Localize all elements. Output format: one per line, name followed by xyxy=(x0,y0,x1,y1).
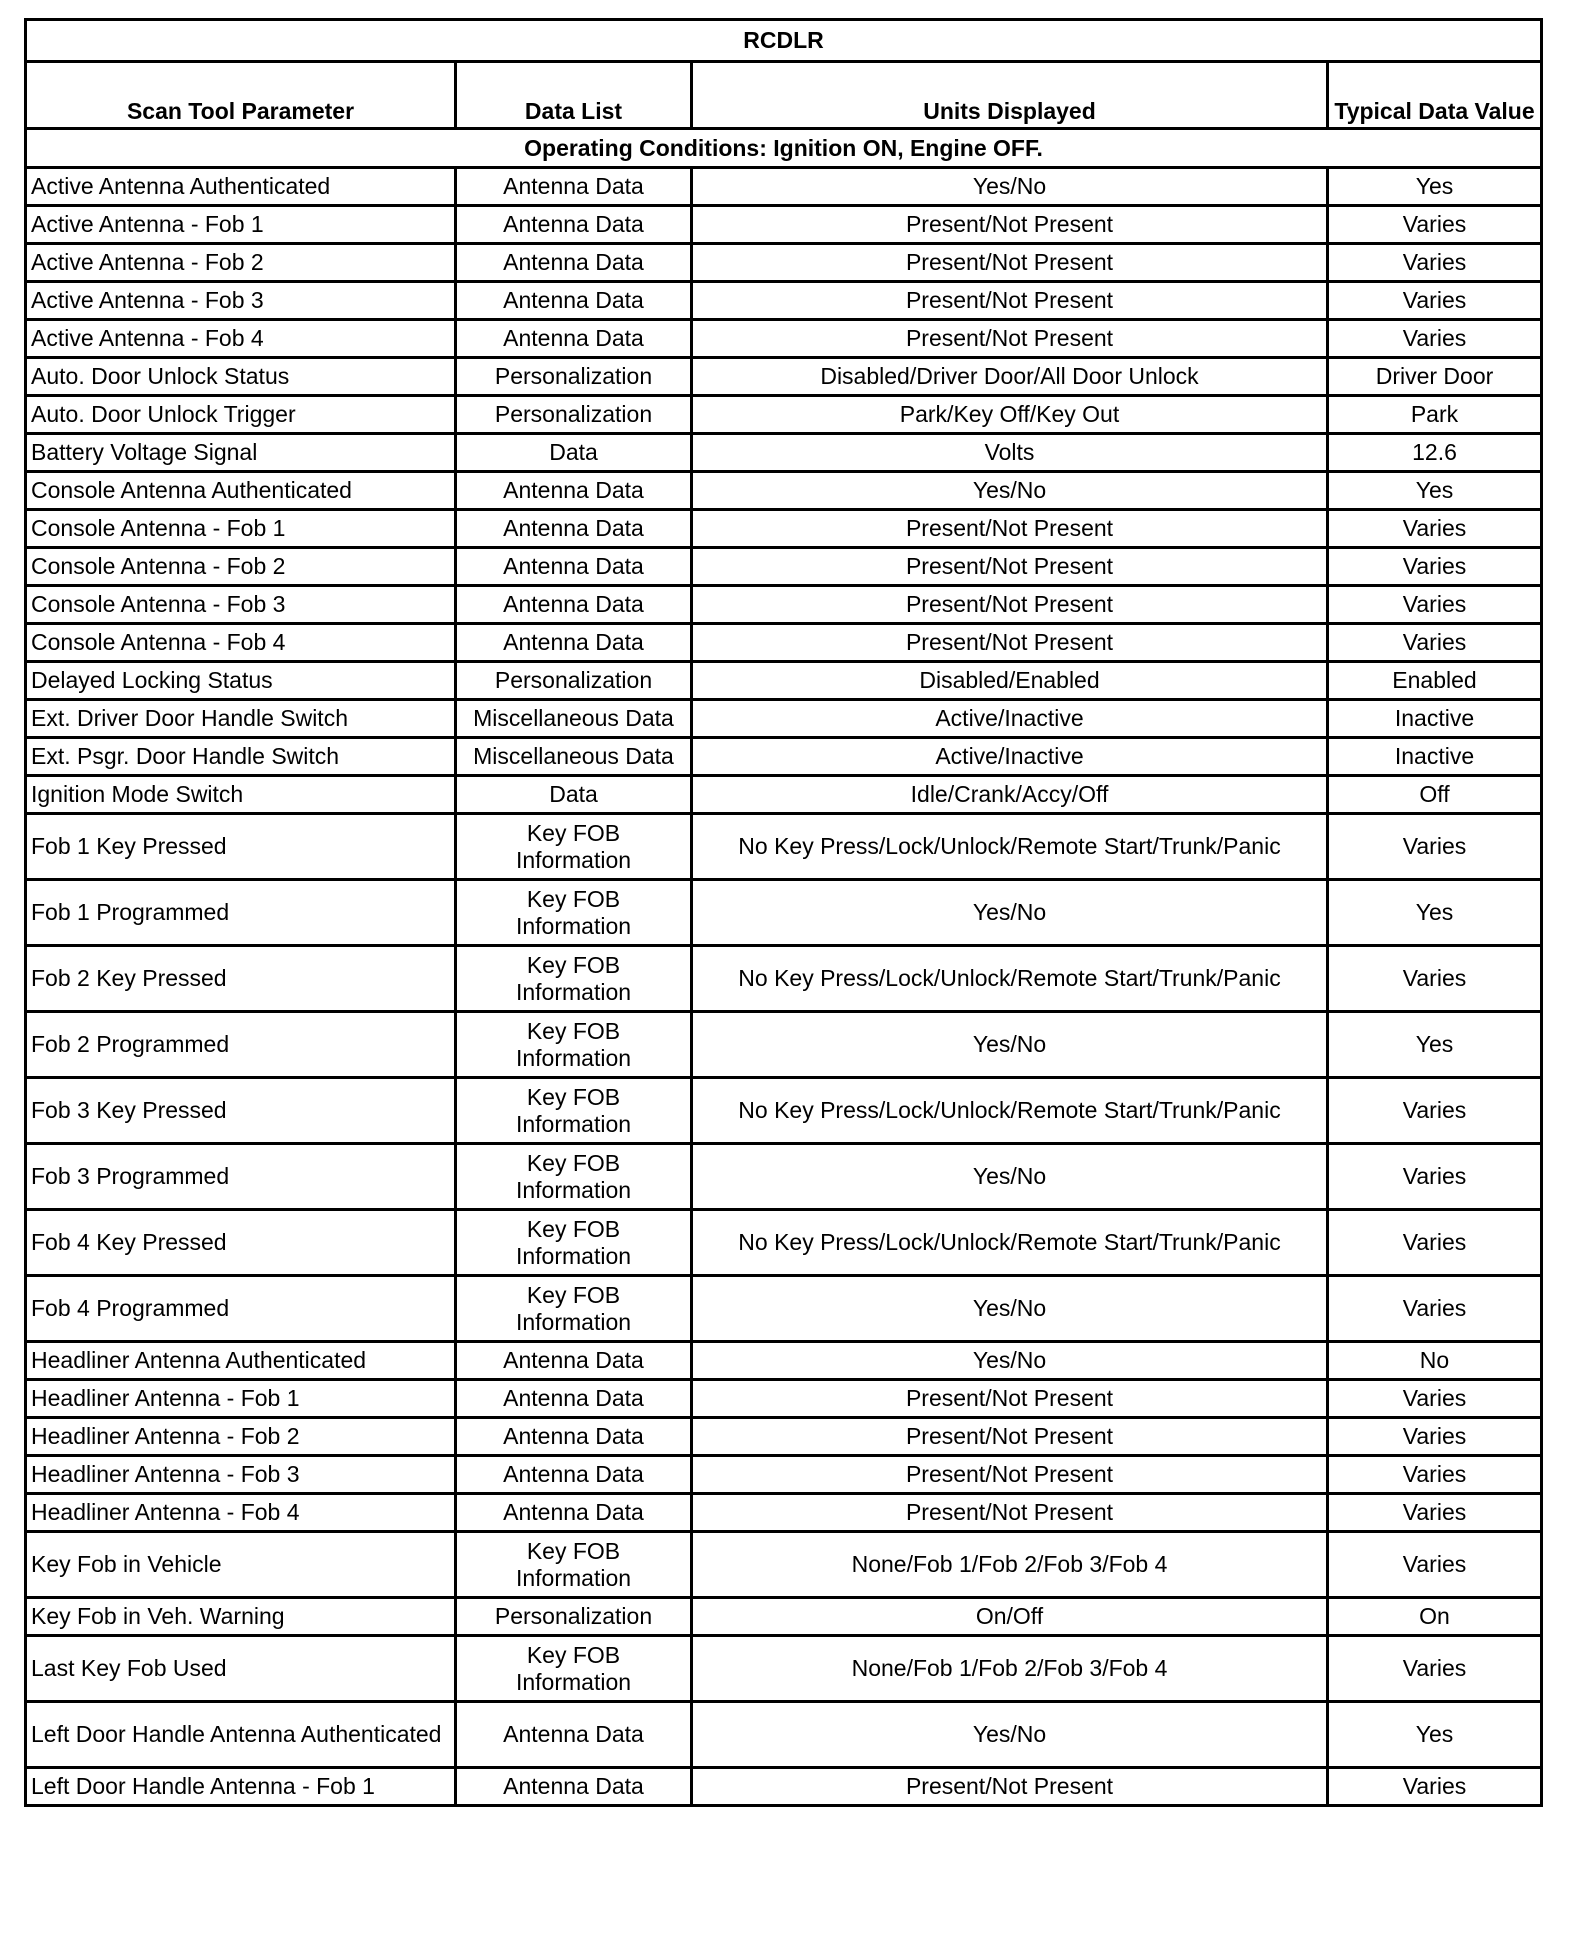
data-list-cell: Miscellaneous Data xyxy=(456,700,692,738)
units-cell: Yes/No xyxy=(692,1276,1328,1342)
parameter-cell: Fob 1 Programmed xyxy=(26,880,456,946)
typical-value-cell: Varies xyxy=(1328,1768,1542,1806)
data-list-cell: Data xyxy=(456,776,692,814)
operating-conditions: Operating Conditions: Ignition ON, Engine OFF. xyxy=(26,129,1542,168)
units-cell: Present/Not Present xyxy=(692,548,1328,586)
typical-value-cell: Varies xyxy=(1328,282,1542,320)
parameter-cell: Fob 1 Key Pressed xyxy=(26,814,456,880)
data-list-cell: Antenna Data xyxy=(456,624,692,662)
units-cell: Present/Not Present xyxy=(692,1456,1328,1494)
table-row xyxy=(26,1342,1542,1380)
table-row xyxy=(26,814,1542,880)
parameter-cell: Fob 4 Programmed xyxy=(26,1276,456,1342)
parameter-cell: Active Antenna - Fob 1 xyxy=(26,206,456,244)
parameter-cell: Fob 2 Key Pressed xyxy=(26,946,456,1012)
data-list-cell: Key FOB Information xyxy=(456,946,692,1012)
table-row xyxy=(26,1210,1542,1276)
units-cell: Present/Not Present xyxy=(692,206,1328,244)
units-cell: Yes/No xyxy=(692,1702,1328,1768)
header-typical-data-value: Typical Data Value xyxy=(1328,62,1542,129)
units-cell: Active/Inactive xyxy=(692,700,1328,738)
typical-value-cell: Varies xyxy=(1328,1456,1542,1494)
typical-value-cell: Park xyxy=(1328,396,1542,434)
typical-value-cell: Off xyxy=(1328,776,1542,814)
units-cell: Present/Not Present xyxy=(692,624,1328,662)
table-row xyxy=(26,1768,1542,1806)
table-row xyxy=(26,358,1542,396)
rcdlr-data-table xyxy=(24,18,1543,1807)
units-cell: Yes/No xyxy=(692,880,1328,946)
data-list-cell: Key FOB Information xyxy=(456,1012,692,1078)
typical-value-cell: No xyxy=(1328,1342,1542,1380)
table-row xyxy=(26,1144,1542,1210)
typical-value-cell: Inactive xyxy=(1328,700,1542,738)
table-title-row xyxy=(26,20,1542,62)
typical-value-cell: Varies xyxy=(1328,548,1542,586)
data-list-cell: Personalization xyxy=(456,396,692,434)
parameter-cell: Auto. Door Unlock Status xyxy=(26,358,456,396)
units-cell: Idle/Crank/Accy/Off xyxy=(692,776,1328,814)
units-cell: Disabled/Driver Door/All Door Unlock xyxy=(692,358,1328,396)
parameter-cell: Console Antenna - Fob 1 xyxy=(26,510,456,548)
parameter-cell: Console Antenna - Fob 4 xyxy=(26,624,456,662)
table-row xyxy=(26,1012,1542,1078)
table-title: RCDLR xyxy=(26,20,1542,62)
table-row xyxy=(26,946,1542,1012)
table-body xyxy=(26,168,1542,1806)
parameter-cell: Fob 4 Key Pressed xyxy=(26,1210,456,1276)
parameter-cell: Active Antenna - Fob 4 xyxy=(26,320,456,358)
operating-conditions-row xyxy=(26,129,1542,168)
table-row xyxy=(26,1636,1542,1702)
typical-value-cell: Varies xyxy=(1328,624,1542,662)
data-list-cell: Antenna Data xyxy=(456,1702,692,1768)
units-cell: Yes/No xyxy=(692,1144,1328,1210)
typical-value-cell: Enabled xyxy=(1328,662,1542,700)
units-cell: No Key Press/Lock/Unlock/Remote Start/Trunk/Panic xyxy=(692,946,1328,1012)
units-cell: Present/Not Present xyxy=(692,244,1328,282)
units-cell: Present/Not Present xyxy=(692,1418,1328,1456)
data-list-cell: Personalization xyxy=(456,662,692,700)
parameter-cell: Console Antenna Authenticated xyxy=(26,472,456,510)
table-row xyxy=(26,738,1542,776)
data-list-cell: Key FOB Information xyxy=(456,1276,692,1342)
parameter-cell: Headliner Antenna Authenticated xyxy=(26,1342,456,1380)
table-row xyxy=(26,1456,1542,1494)
units-cell: On/Off xyxy=(692,1598,1328,1636)
typical-value-cell: Varies xyxy=(1328,1636,1542,1702)
typical-value-cell: Varies xyxy=(1328,1494,1542,1532)
data-list-cell: Antenna Data xyxy=(456,1418,692,1456)
data-list-cell: Personalization xyxy=(456,1598,692,1636)
typical-value-cell: Varies xyxy=(1328,1276,1542,1342)
data-list-cell: Antenna Data xyxy=(456,320,692,358)
document-page xyxy=(24,18,1543,1807)
data-list-cell: Antenna Data xyxy=(456,1456,692,1494)
units-cell: Active/Inactive xyxy=(692,738,1328,776)
data-list-cell: Key FOB Information xyxy=(456,1636,692,1702)
parameter-cell: Active Antenna - Fob 3 xyxy=(26,282,456,320)
units-cell: Present/Not Present xyxy=(692,1380,1328,1418)
parameter-cell: Ignition Mode Switch xyxy=(26,776,456,814)
parameter-cell: Ext. Driver Door Handle Switch xyxy=(26,700,456,738)
parameter-cell: Fob 2 Programmed xyxy=(26,1012,456,1078)
header-scan-tool-parameter: Scan Tool Parameter xyxy=(26,62,456,129)
units-cell: Present/Not Present xyxy=(692,320,1328,358)
data-list-cell: Personalization xyxy=(456,358,692,396)
typical-value-cell: Varies xyxy=(1328,510,1542,548)
typical-value-cell: Varies xyxy=(1328,586,1542,624)
units-cell: None/Fob 1/Fob 2/Fob 3/Fob 4 xyxy=(692,1532,1328,1598)
table-row xyxy=(26,1380,1542,1418)
typical-value-cell: Varies xyxy=(1328,1380,1542,1418)
typical-value-cell: Yes xyxy=(1328,880,1542,946)
units-cell: No Key Press/Lock/Unlock/Remote Start/Trunk/Panic xyxy=(692,814,1328,880)
data-list-cell: Antenna Data xyxy=(456,548,692,586)
parameter-cell: Console Antenna - Fob 2 xyxy=(26,548,456,586)
parameter-cell: Console Antenna - Fob 3 xyxy=(26,586,456,624)
table-row xyxy=(26,1418,1542,1456)
data-list-cell: Miscellaneous Data xyxy=(456,738,692,776)
data-list-cell: Antenna Data xyxy=(456,244,692,282)
data-list-cell: Key FOB Information xyxy=(456,880,692,946)
table-row xyxy=(26,700,1542,738)
typical-value-cell: Varies xyxy=(1328,320,1542,358)
typical-value-cell: Varies xyxy=(1328,244,1542,282)
typical-value-cell: Varies xyxy=(1328,1144,1542,1210)
table-row xyxy=(26,1532,1542,1598)
header-data-list: Data List xyxy=(456,62,692,129)
units-cell: Yes/No xyxy=(692,168,1328,206)
table-row xyxy=(26,244,1542,282)
units-cell: Yes/No xyxy=(692,1012,1328,1078)
units-cell: None/Fob 1/Fob 2/Fob 3/Fob 4 xyxy=(692,1636,1328,1702)
typical-value-cell: Yes xyxy=(1328,472,1542,510)
parameter-cell: Headliner Antenna - Fob 3 xyxy=(26,1456,456,1494)
typical-value-cell: Varies xyxy=(1328,1210,1542,1276)
units-cell: Present/Not Present xyxy=(692,1494,1328,1532)
data-list-cell: Antenna Data xyxy=(456,282,692,320)
parameter-cell: Delayed Locking Status xyxy=(26,662,456,700)
parameter-cell: Auto. Door Unlock Trigger xyxy=(26,396,456,434)
parameter-cell: Key Fob in Vehicle xyxy=(26,1532,456,1598)
table-row xyxy=(26,1276,1542,1342)
units-cell: Park/Key Off/Key Out xyxy=(692,396,1328,434)
data-list-cell: Antenna Data xyxy=(456,1342,692,1380)
data-list-cell: Antenna Data xyxy=(456,168,692,206)
data-list-cell: Key FOB Information xyxy=(456,1144,692,1210)
typical-value-cell: Varies xyxy=(1328,1418,1542,1456)
typical-value-cell: Varies xyxy=(1328,1532,1542,1598)
typical-value-cell: Varies xyxy=(1328,814,1542,880)
typical-value-cell: Driver Door xyxy=(1328,358,1542,396)
parameter-cell: Headliner Antenna - Fob 2 xyxy=(26,1418,456,1456)
parameter-cell: Battery Voltage Signal xyxy=(26,434,456,472)
parameter-cell: Key Fob in Veh. Warning xyxy=(26,1598,456,1636)
parameter-cell: Left Door Handle Antenna - Fob 1 xyxy=(26,1768,456,1806)
typical-value-cell: Varies xyxy=(1328,946,1542,1012)
data-list-cell: Antenna Data xyxy=(456,472,692,510)
parameter-cell: Last Key Fob Used xyxy=(26,1636,456,1702)
table-row xyxy=(26,1494,1542,1532)
table-row xyxy=(26,776,1542,814)
table-row xyxy=(26,1078,1542,1144)
table-row xyxy=(26,396,1542,434)
table-row xyxy=(26,880,1542,946)
units-cell: Present/Not Present xyxy=(692,586,1328,624)
table-row xyxy=(26,434,1542,472)
data-list-cell: Antenna Data xyxy=(456,206,692,244)
units-cell: Present/Not Present xyxy=(692,282,1328,320)
table-row xyxy=(26,586,1542,624)
units-cell: No Key Press/Lock/Unlock/Remote Start/Trunk/Panic xyxy=(692,1078,1328,1144)
parameter-cell: Fob 3 Programmed xyxy=(26,1144,456,1210)
parameter-cell: Left Door Handle Antenna Authenticated xyxy=(26,1702,456,1768)
data-list-cell: Key FOB Information xyxy=(456,1078,692,1144)
table-row xyxy=(26,1702,1542,1768)
units-cell: Volts xyxy=(692,434,1328,472)
data-list-cell: Key FOB Information xyxy=(456,814,692,880)
parameter-cell: Active Antenna Authenticated xyxy=(26,168,456,206)
table-row xyxy=(26,472,1542,510)
units-cell: Yes/No xyxy=(692,472,1328,510)
data-list-cell: Antenna Data xyxy=(456,1494,692,1532)
typical-value-cell: Yes xyxy=(1328,1702,1542,1768)
parameter-cell: Headliner Antenna - Fob 1 xyxy=(26,1380,456,1418)
units-cell: Disabled/Enabled xyxy=(692,662,1328,700)
typical-value-cell: Varies xyxy=(1328,206,1542,244)
header-units-displayed: Units Displayed xyxy=(692,62,1328,129)
data-list-cell: Key FOB Information xyxy=(456,1210,692,1276)
parameter-cell: Ext. Psgr. Door Handle Switch xyxy=(26,738,456,776)
parameter-cell: Active Antenna - Fob 2 xyxy=(26,244,456,282)
table-row xyxy=(26,206,1542,244)
data-list-cell: Key FOB Information xyxy=(456,1532,692,1598)
data-list-cell: Antenna Data xyxy=(456,1768,692,1806)
typical-value-cell: 12.6 xyxy=(1328,434,1542,472)
units-cell: No Key Press/Lock/Unlock/Remote Start/Trunk/Panic xyxy=(692,1210,1328,1276)
table-row xyxy=(26,168,1542,206)
parameter-cell: Fob 3 Key Pressed xyxy=(26,1078,456,1144)
table-row xyxy=(26,548,1542,586)
table-row xyxy=(26,510,1542,548)
table-row xyxy=(26,624,1542,662)
data-list-cell: Data xyxy=(456,434,692,472)
units-cell: Yes/No xyxy=(692,1342,1328,1380)
parameter-cell: Headliner Antenna - Fob 4 xyxy=(26,1494,456,1532)
table-row xyxy=(26,662,1542,700)
units-cell: Present/Not Present xyxy=(692,1768,1328,1806)
typical-value-cell: Inactive xyxy=(1328,738,1542,776)
units-cell: Present/Not Present xyxy=(692,510,1328,548)
table-row xyxy=(26,1598,1542,1636)
data-list-cell: Antenna Data xyxy=(456,1380,692,1418)
table-header-row xyxy=(26,62,1542,129)
table-row xyxy=(26,282,1542,320)
typical-value-cell: Yes xyxy=(1328,168,1542,206)
typical-value-cell: On xyxy=(1328,1598,1542,1636)
typical-value-cell: Yes xyxy=(1328,1012,1542,1078)
typical-value-cell: Varies xyxy=(1328,1078,1542,1144)
data-list-cell: Antenna Data xyxy=(456,586,692,624)
data-list-cell: Antenna Data xyxy=(456,510,692,548)
table-row xyxy=(26,320,1542,358)
